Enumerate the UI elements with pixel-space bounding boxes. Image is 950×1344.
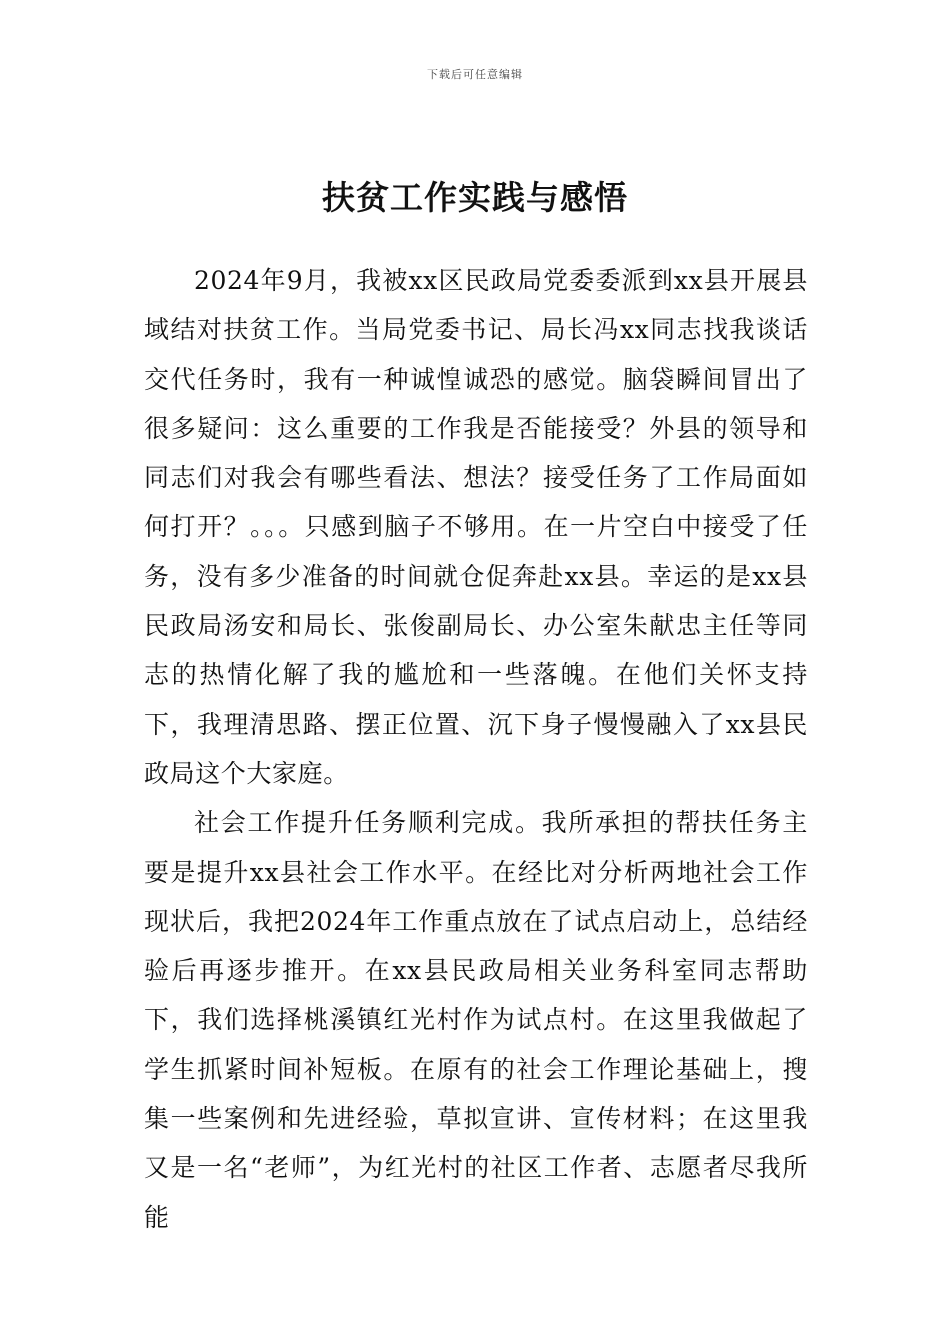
document-title: 扶贫工作实践与感悟 [322,178,628,217]
document-body [144,256,808,1242]
paragraph-2: 社会工作提升任务顺利完成。我所承担的帮扶任务主要是提升xx县社会工作水平。在经比对分析两地社会工作现状后，我把2024年工作重点放在了试点启动上，总结经验后再逐步推开。在xx县民政局相关业务科室同志帮助下，我们选择桃溪镇红光村作为试点村。在这里我做起了学生抓紧时间补短板。在原有的社会工作理论基础上，搜集一些案例和先进经验，草拟宣讲、宣传材料；在这里我又是一名“老师”，为红光村的社区工作者、志愿者尽我所能 [144,808,808,1232]
page-header-note: 下载后可任意编辑 [427,68,523,81]
paragraph-1: 2024年9月，我被xx区民政局党委委派到xx县开展县域结对扶贫工作。当局党委书记、局长冯xx同志找我谈话交代任务时，我有一种诚惶诚恐的感觉。脑袋瞬间冒出了很多疑问：这么重要的工作我是否能接受？外县的领导和同志们对我会有哪些看法、想法？接受任务了工作局面如何打开？。。。只感到脑子不够用。在一片空白中接受了任务，没有多少准备的时间就仓促奔赴xx县。幸运的是xx县民政局汤安和局长、张俊副局长、办公室朱献忠主任等同志的热情化解了我的尴尬和一些落魄。在他们关怀支持下，我理清思路、摆正位置、沉下身子慢慢融入了xx县民政局这个大家庭。 [144,266,808,788]
